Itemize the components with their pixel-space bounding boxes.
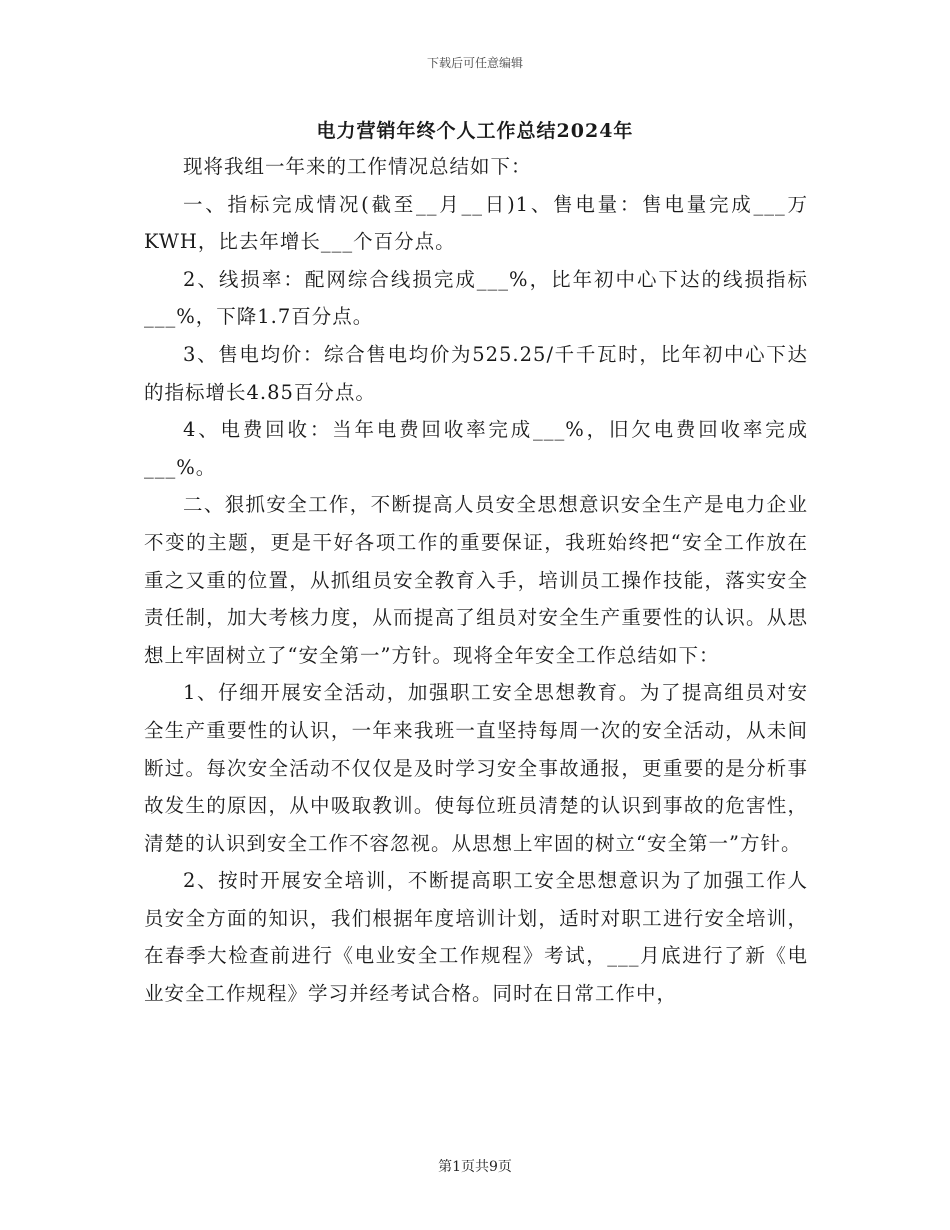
page-header-note: 下载后可任意编辑	[426, 56, 523, 70]
paragraph-line-loss: 2、线损率：配网综合线损完成___%，比年初中心下达的线损指标___%，下降1.7百分点。	[144, 267, 808, 329]
paragraph-fee-recovery: 4、电费回收：当年电费回收率完成___%，旧欠电费回收率完成___%。	[144, 418, 808, 479]
paragraph-safety-work: 二、狠抓安全工作，不断提高人员安全思想意识安全生产是电力企业不变的主题，更是干好各项工作的重要保证，我班始终把“安全工作放在重之又重的位置，从抓组员安全教育入手，培训员工操作技能，落实安全责任制，加大考核力度，从而提高了组员对安全生产重要性的认识。从思想上牢固树立了“安全第一”方针。现将全年安全工作总结如下：	[144, 493, 808, 667]
paragraph-indicators: 一、指标完成情况(截至__月__日)1、售电量：售电量完成___万KWH，比去年增长___个百分点。	[144, 192, 808, 254]
paragraph-average-price: 3、售电均价：综合售电均价为525.25/千千瓦时，比年初中心下达的指标增长4.85百分点。	[144, 342, 808, 404]
page-number: 第1页共9页	[438, 1159, 512, 1175]
document-body	[144, 148, 808, 1013]
paragraph-safety-activities: 1、仔细开展安全活动，加强职工安全思想教育。为了提高组员对安全生产重要性的认识，一年来我班一直坚持每周一次的安全活动，从未间断过。每次安全活动不仅仅是及时学习安全事故通报，更重要的是分析事故发生的原因，从中吸取教训。使每位班员清楚的认识到事故的危害性，清楚的认识到安全工作不容忽视。从思想上牢固的树立“安全第一”方针。	[144, 681, 808, 855]
paragraph-safety-training: 2、按时开展安全培训，不断提高职工安全思想意识为了加强工作人员安全方面的知识，我们根据年度培训计划，适时对职工进行安全培训，在春季大检查前进行《电业安全工作规程》考试，___月底进行了新《电业安全工作规程》学习并经考试合格。同时在日常工作中，	[144, 869, 808, 1006]
document-title: 电力营销年终个人工作总结2024年	[316, 120, 634, 142]
paragraph-intro: 现将我组一年来的工作情况总结如下：	[183, 155, 532, 178]
